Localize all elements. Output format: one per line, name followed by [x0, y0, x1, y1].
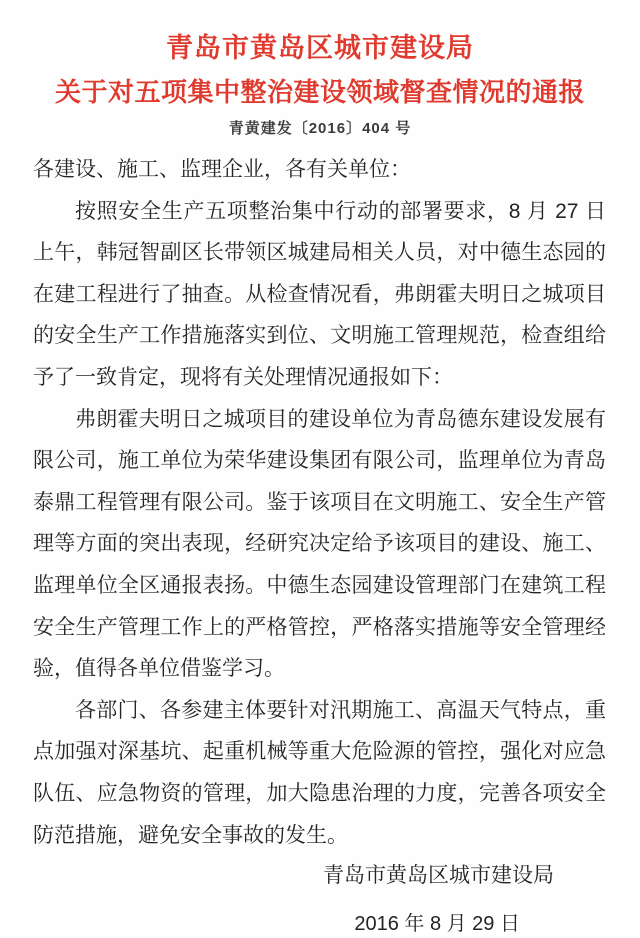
document-footer [0, 859, 640, 938]
document-number: 青黄建发〔2016〕404 号 [228, 120, 412, 137]
paragraph-requirements: 各部门、各参建主体要针对汛期施工、高温天气特点，重点加强对深基坑、起重机械等重大危险源的管控，强化对应急队伍、应急物资的管理，加大隐患治理的力度，完善各项安全防范措施，避免安全事故的发生。 [33, 698, 606, 847]
signature-date: 2016 年 8 月 29 日 [354, 913, 520, 936]
signature-organization: 青岛市黄岛区城市建设局 [323, 864, 554, 888]
document-body [33, 149, 606, 856]
paragraph-inspection-overview: 按照安全生产五项整治集中行动的部署要求，8 月 27 日上午，韩冠智副区长带领区城建局相关人员，对中德生态园的在建工程进行了抽查。从检查情况看，弗朗霍夫明日之城项目的安全生产工作措施落实到位、文明施工管理规范，检查组给予了一致肯定，现将有关处理情况通报如下： [33, 199, 606, 389]
paragraph-commendation: 弗朗霍夫明日之城项目的建设单位为青岛德东建设发展有限公司，施工单位为荣华建设集团有限公司，监理单位为青岛泰鼎工程管理有限公司。鉴于该项目在文明施工、安全生产管理等方面的突出表现，经研究决定给予该项目的建设、施工、监理单位全区通报表扬。中德生态园建设管理部门在建筑工程安全生产管理工作上的严格管控，严格落实措施等安全管理经验，值得各单位借鉴学习。 [33, 407, 606, 681]
issuing-authority-title: 青岛市黄岛区城市建设局 [166, 33, 474, 63]
salutation-line: 各建设、施工、监理企业，各有关单位： [33, 158, 411, 181]
notice-title: 关于对五项集中整治建设领域督查情况的通报 [54, 77, 585, 107]
document-header [0, 0, 640, 139]
